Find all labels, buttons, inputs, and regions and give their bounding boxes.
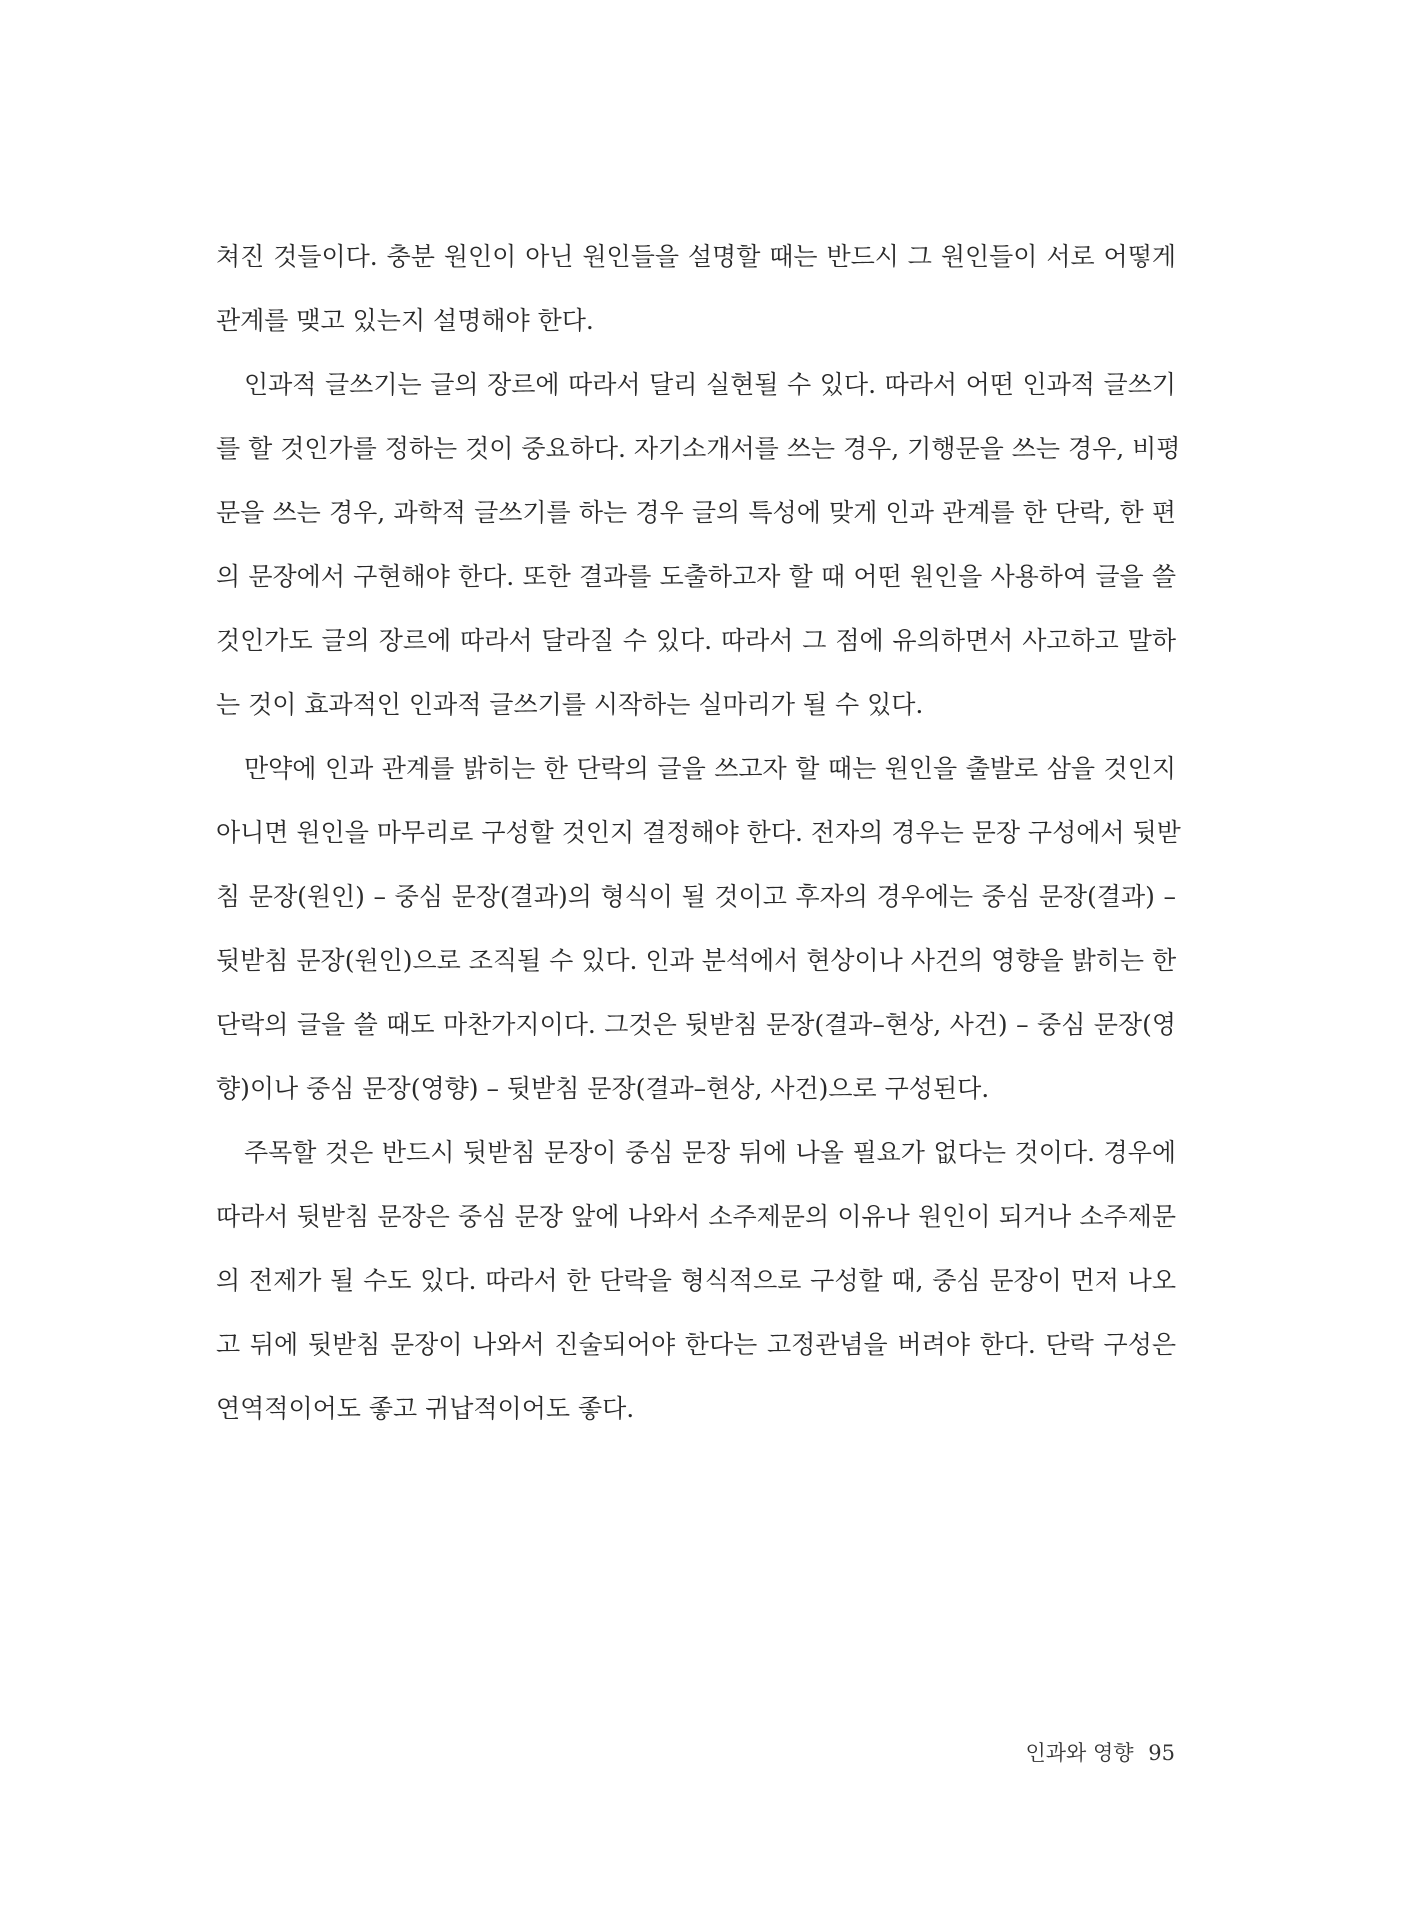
text-line: 만약에 인과 관계를 밝히는 한 단락의 글을 쓰고자 할 때는 원인을 출발로 삼을 것인지 bbox=[244, 754, 1176, 783]
text-line: 고 뒤에 뒷받침 문장이 나와서 진술되어야 한다는 고정관념을 버려야 한다. 단락 구성은 bbox=[216, 1330, 1176, 1359]
paragraph bbox=[216, 1121, 1176, 1441]
running-title: 인과와 영향 bbox=[1025, 1741, 1134, 1765]
text-line: 인과적 글쓰기는 글의 장르에 따라서 달리 실현될 수 있다. 따라서 어떤 인과적 글쓰기 bbox=[244, 370, 1176, 399]
page-footer bbox=[1025, 1738, 1175, 1768]
text-line: 관계를 맺고 있는지 설명해야 한다. bbox=[216, 306, 594, 335]
text-line: 향)이나 중심 문장(영향) – 뒷받침 문장(결과–현상, 사건)으로 구성된다. bbox=[216, 1074, 990, 1103]
paragraph bbox=[216, 737, 1181, 1121]
text-line: 의 문장에서 구현해야 한다. 또한 결과를 도출하고자 할 때 어떤 원인을 사용하여 글을 쓸 bbox=[216, 562, 1176, 591]
text-line: 의 전제가 될 수도 있다. 따라서 한 단락을 형식적으로 구성할 때, 중심 문장이 먼저 나오 bbox=[216, 1266, 1176, 1295]
text-line: 뒷받침 문장(원인)으로 조직될 수 있다. 인과 분석에서 현상이나 사건의 영향을 밝히는 한 bbox=[216, 946, 1177, 975]
text-line: 따라서 뒷받침 문장은 중심 문장 앞에 나와서 소주제문의 이유나 원인이 되거나 소주제문 bbox=[216, 1202, 1176, 1231]
body-text bbox=[216, 225, 1181, 1441]
text-line: 아니면 원인을 마무리로 구성할 것인지 결정해야 한다. 전자의 경우는 문장 구성에서 뒷받 bbox=[216, 818, 1181, 847]
paragraph bbox=[216, 353, 1181, 737]
text-line: 주목할 것은 반드시 뒷받침 문장이 중심 문장 뒤에 나올 필요가 없다는 것이다. 경우에 bbox=[244, 1138, 1176, 1167]
text-line: 쳐진 것들이다. 충분 원인이 아닌 원인들을 설명할 때는 반드시 그 원인들이 서로 어떻게 bbox=[216, 242, 1176, 271]
text-line: 문을 쓰는 경우, 과학적 글쓰기를 하는 경우 글의 특성에 맞게 인과 관계를 한 단락, 한 편 bbox=[216, 498, 1176, 527]
text-line: 는 것이 효과적인 인과적 글쓰기를 시작하는 실마리가 될 수 있다. bbox=[216, 690, 924, 719]
paragraph bbox=[216, 225, 1176, 353]
text-line: 를 할 것인가를 정하는 것이 중요하다. 자기소개서를 쓰는 경우, 기행문을 쓰는 경우, 비평 bbox=[216, 434, 1181, 463]
text-line: 연역적이어도 좋고 귀납적이어도 좋다. bbox=[216, 1394, 635, 1423]
text-line: 것인가도 글의 장르에 따라서 달라질 수 있다. 따라서 그 점에 유의하면서 사고하고 말하 bbox=[216, 626, 1176, 655]
text-line: 단락의 글을 쓸 때도 마찬가지이다. 그것은 뒷받침 문장(결과–현상, 사건) – 중심 문장(영 bbox=[216, 1010, 1176, 1039]
text-line: 침 문장(원인) – 중심 문장(결과)의 형식이 될 것이고 후자의 경우에는 중심 문장(결과) – bbox=[216, 882, 1176, 911]
page-number: 95 bbox=[1148, 1741, 1175, 1765]
